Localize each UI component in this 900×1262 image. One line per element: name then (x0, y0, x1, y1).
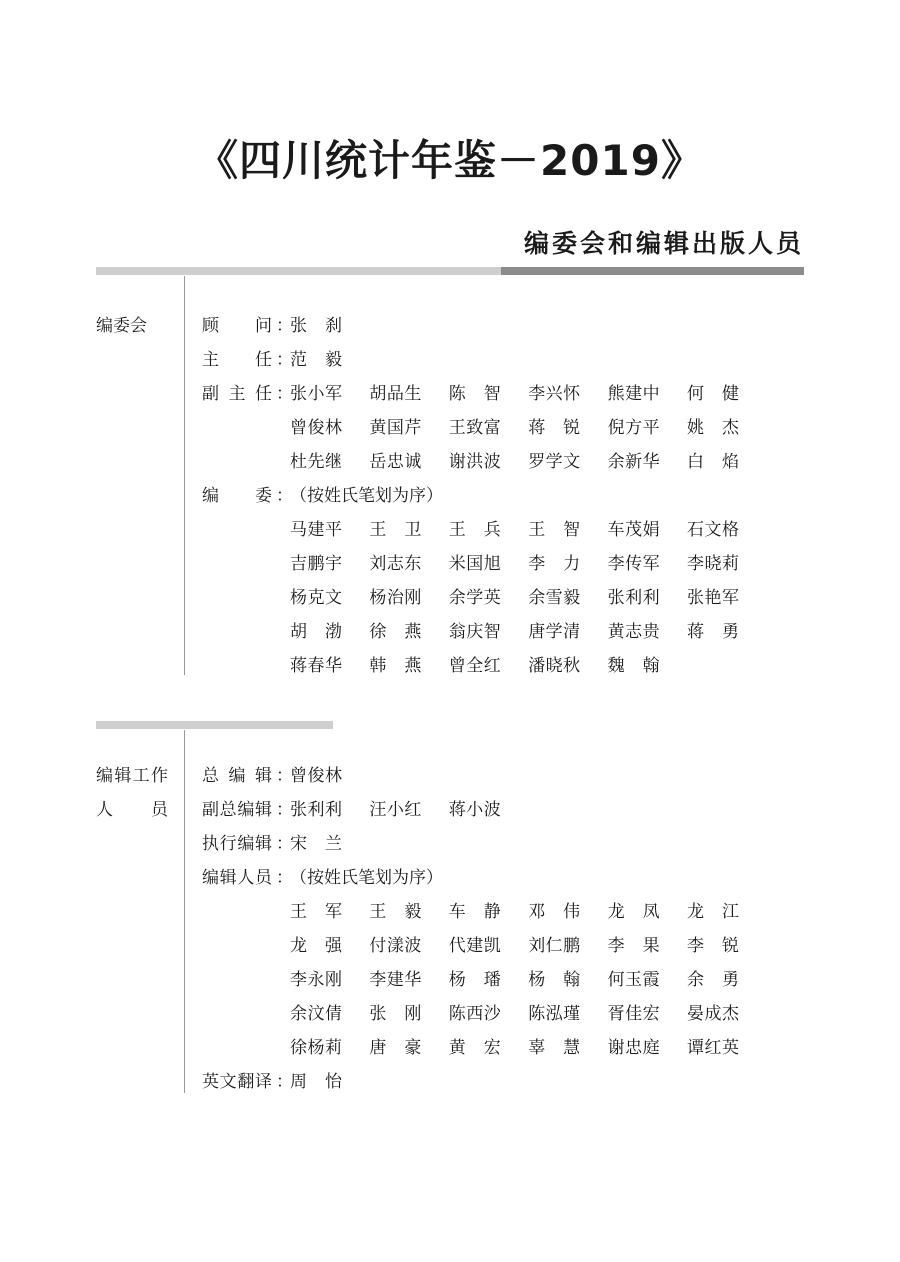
role-label: 顾 问 (202, 316, 272, 336)
person-name: 杨 璠 (448, 970, 501, 990)
person-name: 范 毅 (290, 350, 342, 370)
person-name: 刘志东 (369, 554, 422, 574)
person-name: 黄志贵 (607, 622, 660, 642)
colon-separator: ： (276, 350, 293, 370)
person-name: 余汶倩 (290, 1004, 342, 1024)
person-name: 辜 慧 (528, 1038, 581, 1058)
person-name: 李晓莉 (687, 554, 739, 574)
person-name: 李建华 (369, 970, 422, 990)
person-name: 李兴怀 (528, 384, 581, 404)
person-name: 胥佳宏 (607, 1004, 660, 1024)
person-name: 杨治刚 (369, 588, 422, 608)
person-name: 余学英 (448, 588, 501, 608)
section-divider-line (184, 730, 185, 1093)
person-name: 李传军 (607, 554, 660, 574)
person-name: 余新华 (607, 452, 660, 472)
person-name: 姚 杰 (687, 418, 739, 438)
colon-separator: ： (276, 834, 293, 854)
colon-separator: ： (276, 868, 293, 888)
person-name: 徐 燕 (369, 622, 422, 642)
person-name: 岳忠诚 (369, 452, 422, 472)
person-name: 陈西沙 (448, 1004, 501, 1024)
person-name: 晏成杰 (687, 1004, 739, 1024)
person-name: 蒋小波 (448, 800, 501, 820)
person-name: 马建平 (290, 520, 342, 540)
person-name: 杨 翰 (528, 970, 581, 990)
person-name: 何 健 (687, 384, 739, 404)
colon-separator: ： (276, 486, 293, 506)
person-name: 蒋 勇 (687, 622, 739, 642)
role-label: 英文翻译 (202, 1072, 272, 1092)
person-name: 代建凯 (448, 936, 501, 956)
person-name: 车 静 (448, 902, 501, 922)
person-name: 王 毅 (369, 902, 422, 922)
person-name: 曾全红 (448, 656, 501, 676)
person-name: 王 兵 (448, 520, 501, 540)
section-divider-line (184, 276, 185, 675)
person-name: 邓 伟 (528, 902, 581, 922)
role-label: 总编辑 (202, 766, 272, 786)
person-name: 胡 渤 (290, 622, 342, 642)
person-name: 翁庆智 (448, 622, 501, 642)
colon-separator: ： (276, 800, 293, 820)
person-name: 汪小红 (369, 800, 422, 820)
person-name: 李 锐 (687, 936, 739, 956)
person-name: 李 力 (528, 554, 581, 574)
person-name: 周 怡 (290, 1072, 342, 1092)
person-name: 唐学清 (528, 622, 581, 642)
person-name: 宋 兰 (290, 834, 342, 854)
person-name: 何玉霞 (607, 970, 660, 990)
person-name: 张小军 (290, 384, 342, 404)
role-label: 编 委 (202, 486, 272, 506)
role-label: 副主任 (202, 384, 272, 404)
person-name: 曾俊林 (290, 418, 342, 438)
person-name: 谭红英 (687, 1038, 739, 1058)
editorial-label-line2: 人员 (96, 800, 168, 820)
colon-separator: ： (276, 766, 293, 786)
person-name: 倪方平 (607, 418, 660, 438)
person-name: 龙 凤 (607, 902, 660, 922)
person-name: 曾俊林 (290, 766, 342, 786)
role-label: 主 任 (202, 350, 272, 370)
person-name: 张艳军 (687, 588, 739, 608)
person-name: 陈 智 (448, 384, 501, 404)
person-name: 龙 强 (290, 936, 342, 956)
person-name: 米国旭 (448, 554, 501, 574)
committee-section-label: 编委会 (96, 316, 147, 336)
person-name: 车茂娟 (607, 520, 660, 540)
ordering-note: （按姓氏笔划为序） (290, 868, 443, 888)
colon-separator: ： (276, 384, 293, 404)
person-name: 魏 翰 (607, 656, 660, 676)
person-name: 张利利 (607, 588, 660, 608)
role-label: 执行编辑 (202, 834, 272, 854)
person-name: 张 刹 (290, 316, 342, 336)
person-name: 王致富 (448, 418, 501, 438)
editorial-section-label (96, 759, 168, 827)
person-name: 胡品生 (369, 384, 422, 404)
person-name: 张利利 (290, 800, 342, 820)
person-name: 吉鹏宇 (290, 554, 342, 574)
person-name: 余雪毅 (528, 588, 581, 608)
person-name: 蒋 锐 (528, 418, 581, 438)
page-title: 《四川统计年鉴－2019》 (196, 136, 704, 185)
person-name: 余 勇 (687, 970, 739, 990)
person-name: 付漾波 (369, 936, 422, 956)
person-name: 韩 燕 (369, 656, 422, 676)
person-name: 潘晓秋 (528, 656, 581, 676)
person-name: 谢洪波 (448, 452, 501, 472)
person-name: 黄 宏 (448, 1038, 501, 1058)
person-name: 白 焰 (687, 452, 739, 472)
person-name: 李永刚 (290, 970, 342, 990)
person-name: 蒋春华 (290, 656, 342, 676)
header-rule-light (96, 267, 501, 275)
role-label: 编辑人员 (202, 868, 272, 888)
editorial-label-line1: 编辑工作 (96, 766, 168, 786)
colon-separator: ： (276, 1072, 293, 1092)
person-name: 谢忠庭 (607, 1038, 660, 1058)
page-subtitle: 编委会和编辑出版人员 (523, 229, 804, 258)
person-name: 王 智 (528, 520, 581, 540)
person-name: 熊建中 (607, 384, 660, 404)
person-name: 刘仁鹏 (528, 936, 581, 956)
person-name: 杨克文 (290, 588, 342, 608)
person-name: 龙 江 (687, 902, 739, 922)
person-name: 王 卫 (369, 520, 422, 540)
person-name: 张 刚 (369, 1004, 422, 1024)
person-name: 石文格 (687, 520, 739, 540)
person-name: 黄国芹 (369, 418, 422, 438)
person-name: 王 军 (290, 902, 342, 922)
person-name: 杜先继 (290, 452, 342, 472)
person-name: 唐 豪 (369, 1038, 422, 1058)
person-name: 陈泓瑾 (528, 1004, 581, 1024)
ordering-note: （按姓氏笔划为序） (290, 486, 443, 506)
editorial-rule (96, 721, 333, 729)
person-name: 李 果 (607, 936, 660, 956)
header-rule-dark (501, 267, 804, 275)
person-name: 徐杨莉 (290, 1038, 342, 1058)
colon-separator: ： (276, 316, 293, 336)
person-name: 罗学文 (528, 452, 581, 472)
role-label: 副总编辑 (202, 800, 272, 820)
